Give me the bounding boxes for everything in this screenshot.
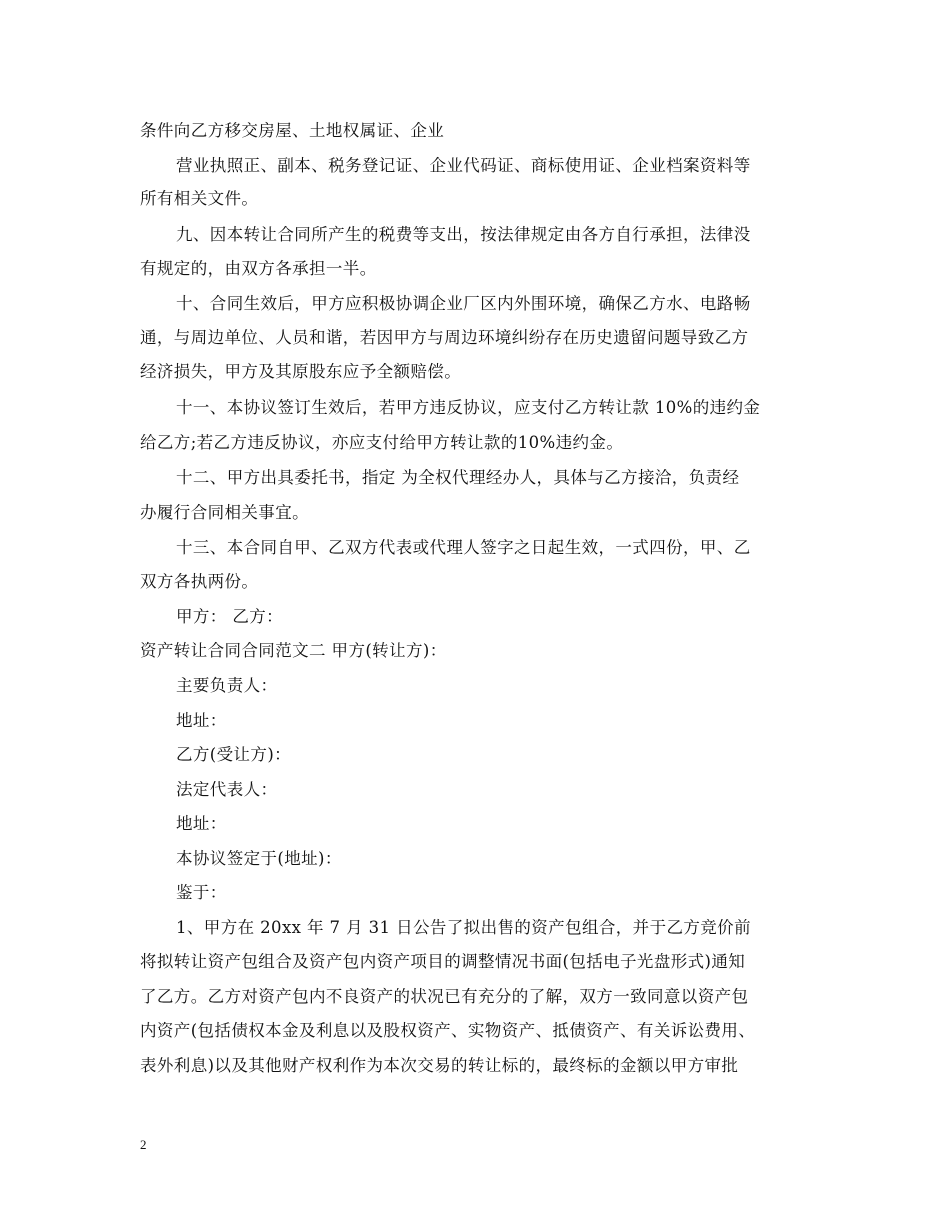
text-line: 营业执照正、副本、税务登记证、企业代码证、商标使用证、企业档案资料等 <box>176 156 751 175</box>
text-line: 1、甲方在 20xx 年 7 月 31 日公告了拟出售的资产包组合，并于乙方竞价前 <box>176 918 751 937</box>
text-line: 条件向乙方移交房屋、土地权属证、企业 <box>140 121 445 140</box>
text-line: 双方各执两份。 <box>140 572 259 591</box>
text-line: 了乙方。乙方对资产包内不良资产的状况已有充分的了解，双方一致同意以资产包 <box>140 987 749 1006</box>
text-line: 地址： <box>176 814 227 833</box>
text-line: 表外利息)以及其他财产权利作为本次交易的转让标的，最终标的金额以甲方审批 <box>140 1056 739 1075</box>
text-line: 内资产(包括债权本金及利息以及股权资产、实物资产、抵债资产、有关诉讼费用、 <box>140 1021 756 1040</box>
text-line: 十三、本合同自甲、乙双方代表或代理人签字之日起生效，一式四份，甲、乙 <box>176 538 751 557</box>
text-line: 所有相关文件。 <box>140 189 259 208</box>
text-line: 甲方： 乙方： <box>176 607 284 626</box>
text-line: 法定代表人： <box>176 780 278 799</box>
text-line: 十一、本协议签订生效后，若甲方违反协议，应支付乙方转让款 10%的违约金 <box>176 398 761 417</box>
text-line: 经济损失，甲方及其原股东应予全额赔偿。 <box>140 362 462 381</box>
text-line: 乙方(受让方)： <box>176 745 292 764</box>
text-line: 办履行合同相关事宜。 <box>140 503 309 522</box>
page-number: 2 <box>140 1137 147 1152</box>
text-line: 主要负责人： <box>176 676 278 695</box>
text-line: 资产转让合同合同范文二 甲方(转让方)： <box>140 641 447 660</box>
text-line: 地址： <box>176 711 227 730</box>
text-line: 将拟转让资产包组合及资产包内资产项目的调整情况书面(包括电子光盘形式)通知 <box>140 952 746 971</box>
text-line: 十、合同生效后，甲方应积极协调企业厂区内外围环境，确保乙方水、电路畅 <box>176 294 751 313</box>
text-line: 九、因本转让合同所产生的税费等支出，按法律规定由各方自行承担，法律没 <box>176 225 751 244</box>
text-line: 本协议签定于(地址)： <box>176 849 342 868</box>
text-line: 有规定的，由双方各承担一半。 <box>140 259 377 278</box>
text-line: 鉴于： <box>176 883 227 902</box>
text-line: 给乙方;若乙方违反协议，亦应支付给甲方转让款的10%违约金。 <box>140 433 624 452</box>
text-line: 通，与周边单位、人员和谐，若因甲方与周边环境纠纷存在历史遗留问题导致乙方 <box>140 328 749 347</box>
text-line: 十二、甲方出具委托书，指定 为全权代理经办人，具体与乙方接洽，负责经 <box>176 468 740 487</box>
